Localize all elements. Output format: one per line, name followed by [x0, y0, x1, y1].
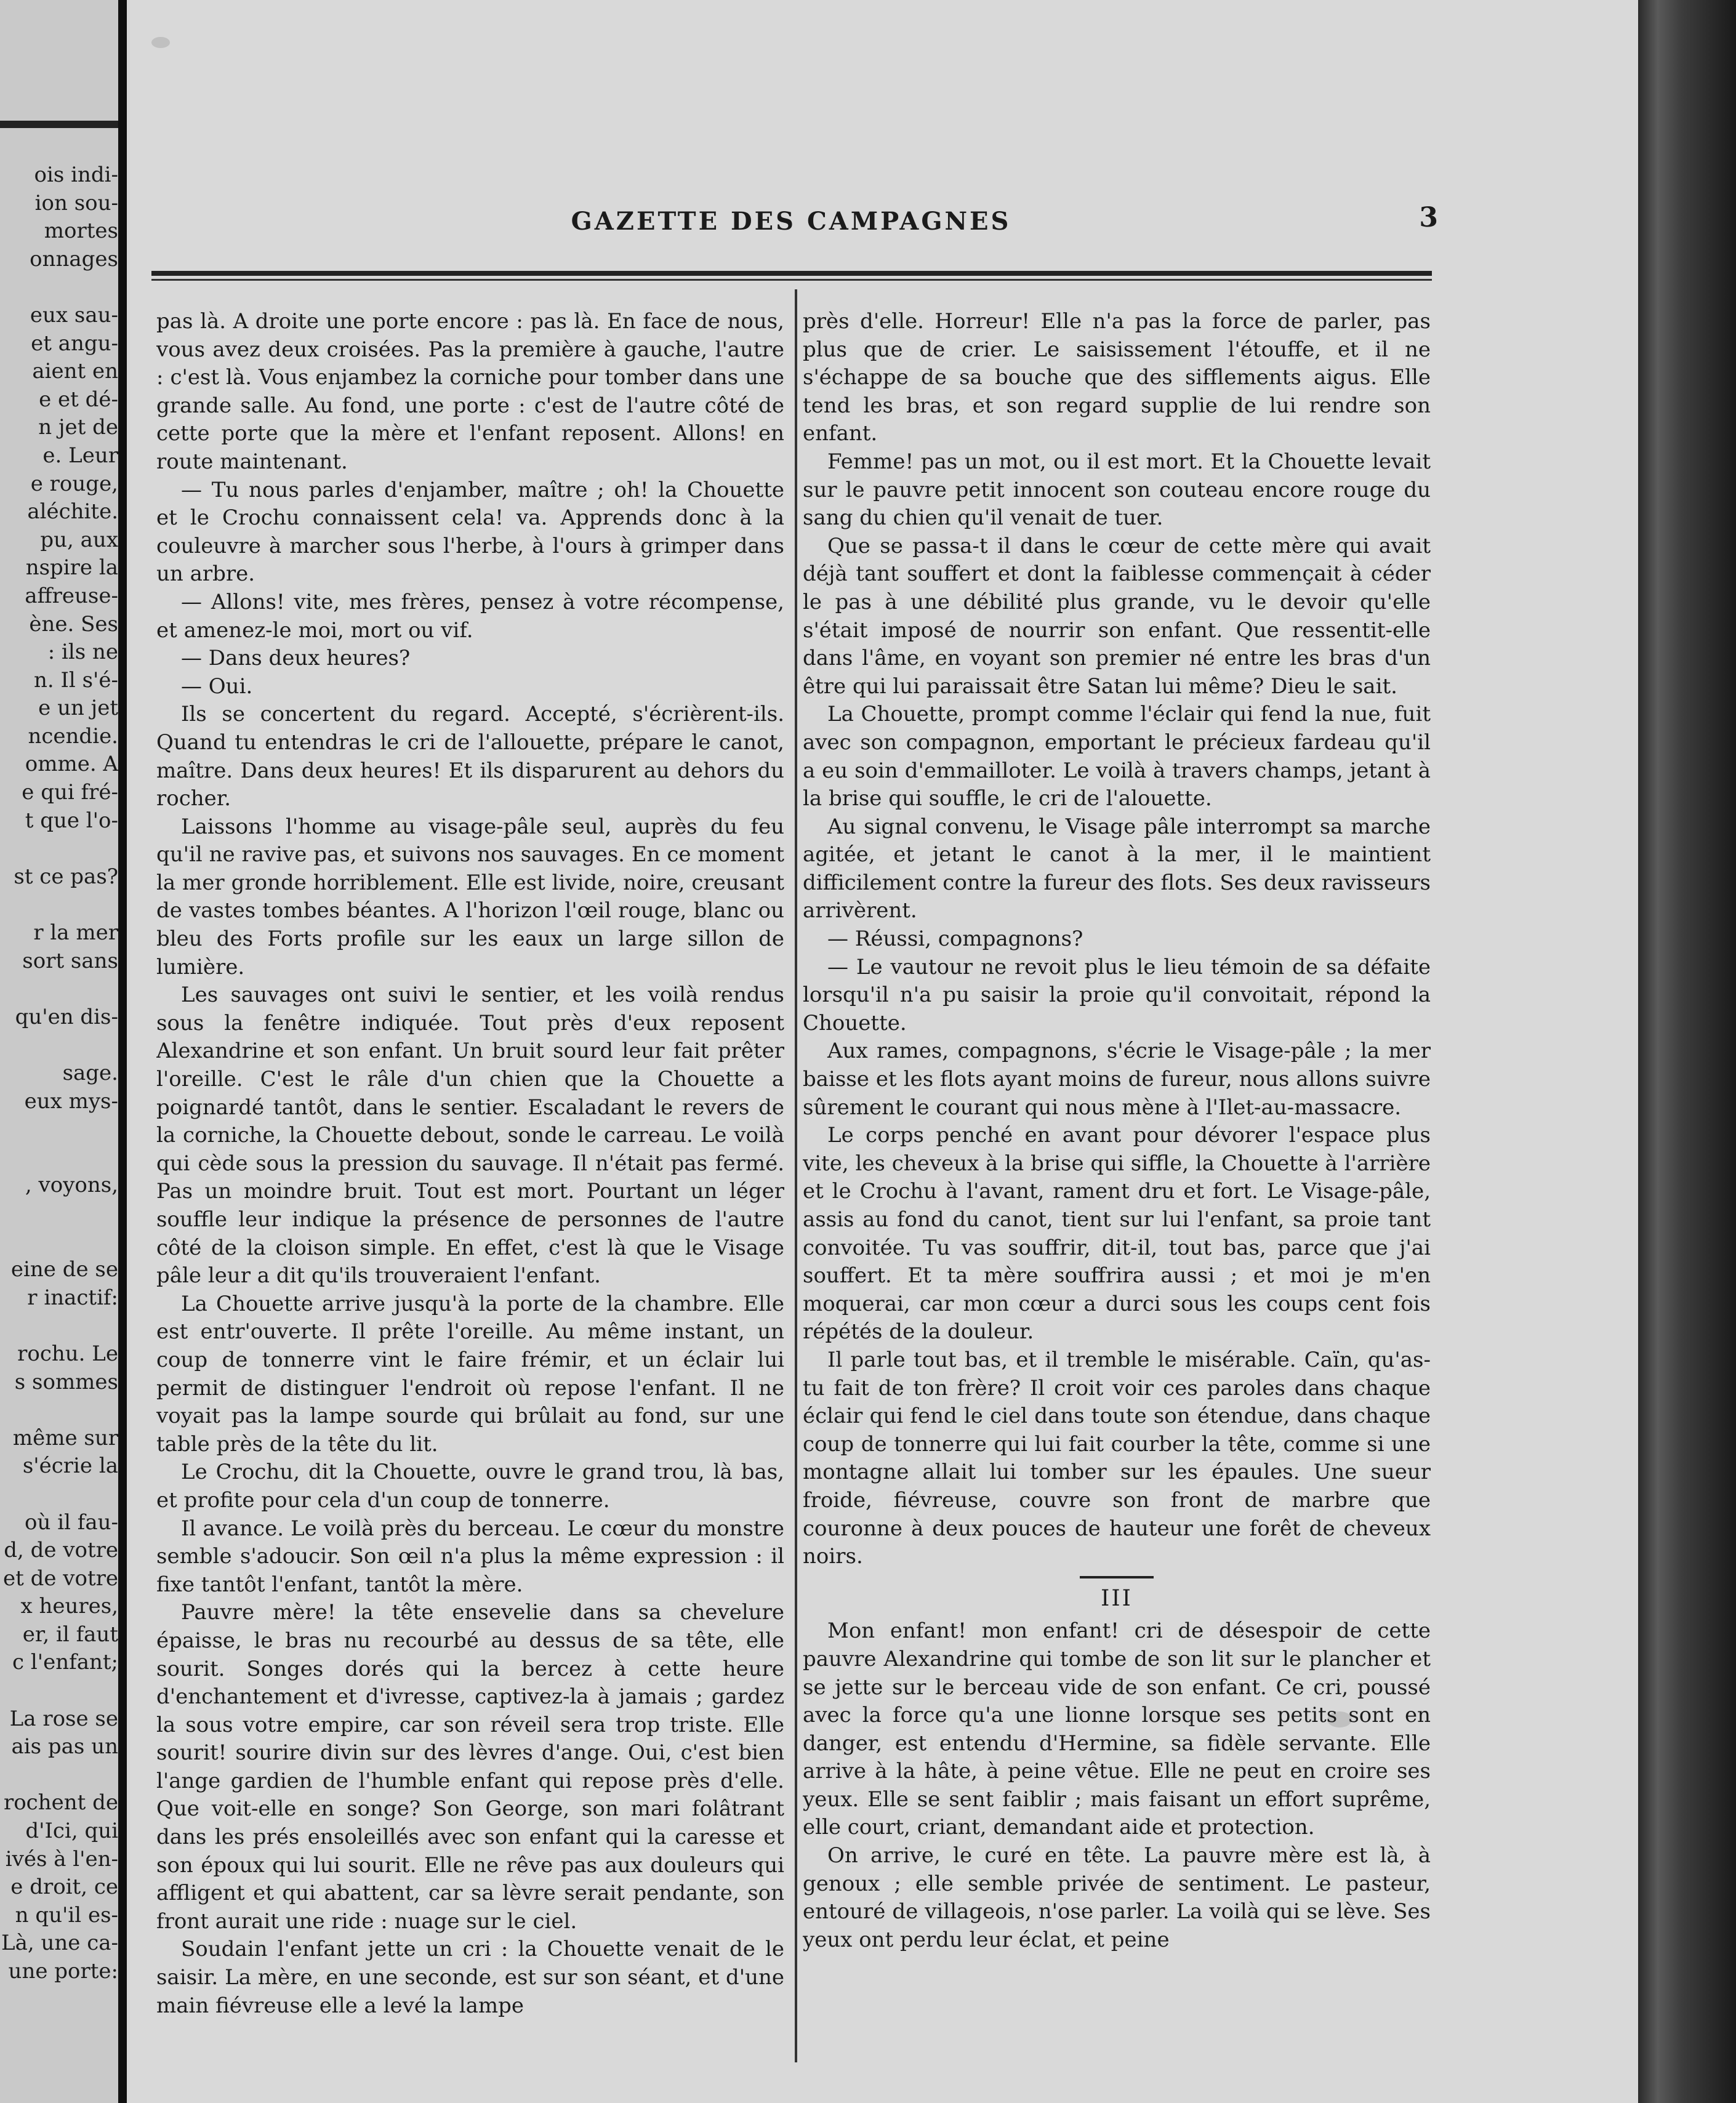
binding-gutter: [118, 0, 127, 2103]
previous-page-line: s sommes: [14, 1369, 118, 1394]
article-paragraph: pas là. A droite une porte encore : pas là. En face de nous, vous avez deux croisées. Pas la première à gauche, l'autre : c'est là. Vous enjambez la corniche pour tomber dans une grande salle. Au fond, une porte : c'est de l'autre côté de cette porte que la mère et l'enfant reposent. Allons! en route maintenant.: [156, 309, 784, 474]
article-paragraph: Il parle tout bas, et il tremble le misérable. Caïn, qu'as-tu fait de ton frère? Il croit voir ces paroles dans chaque éclair qui fend le ciel dans toute son étendue, dans chaque coup de tonnerre qui lui fait courber la tête, comme si une montagne allait lui tomber sur les épaules. Une sueur froide, fiévreuse, couvre son front de marbre que couronne à deux pouces de hauteur une forêt de cheveux noirs.: [803, 1347, 1431, 1569]
previous-page-line: : ils ne: [47, 640, 118, 665]
previous-page-line: [0, 975, 118, 1003]
previous-page-line: , voyons,: [25, 1173, 118, 1198]
previous-page-line: même sur: [12, 1425, 118, 1450]
previous-page-line: t que l'o-: [25, 808, 118, 833]
previous-page-line: [0, 1116, 118, 1144]
article-paragraph: La Chouette, prompt comme l'éclair qui fend la nue, fuit avec son compagnon, emportant le précieux fardeau qu'il a eu soin d'emmailloter. Le voilà à travers champs, jetant à la brise qui souffle, le cri de l'alouette.: [803, 702, 1431, 811]
previous-page-line: [0, 273, 118, 302]
previous-page-line: mortes: [44, 219, 118, 244]
previous-page-line: aient en: [32, 359, 118, 384]
previous-page-line: aléchite.: [27, 499, 118, 525]
previous-page-line: Là, une ca-: [1, 1931, 118, 1956]
article-paragraph: Que se passa-t il dans le cœur de cette mère qui avait déjà tant souffert et dont la faiblesse commençait à céder le pas à une débilité plus grande, vu le devoir qu'elle s'était imposé de nourrir son enfant. Que ressentit-elle dans l'âme, en voyant son premier né entre les bras d'un être qui lui paraissait être Satan lui même? Dieu le sait.: [803, 533, 1431, 699]
article-paragraph: — Allons! vite, mes frères, pensez à votre récompense, et amenez-le moi, mort ou vif.: [156, 589, 784, 643]
previous-page-line: d, de votre: [4, 1538, 118, 1563]
previous-page-line: [0, 1677, 118, 1705]
previous-page-line: e rouge,: [30, 471, 118, 496]
article-paragraph: — Dans deux heures?: [181, 646, 411, 671]
article-paragraph: Les sauvages ont suivi le sentier, et les voilà rendus sous la fenêtre indiquée. Tout près d'eux reposent Alexandrine et son enfant. Un bruit sourd leur fait prêter l'oreille. C'est le râle d'un chien que la Chouette a poignardé tantôt, dans le sentier. Escaladant le revers de la corniche, la Chouette debout, sonde le carreau. Le voilà qui cède sous la pression du sauvage. Il n'était pas fermé. Pas un moindre bruit. Tout est mort. Pourtant un léger souffle leur indique la présence de personnes de l'autre côté de la cloison simple. En effet, c'est là que le Visage pâle leur a dit qu'ils trouveraient l'enfant.: [156, 983, 784, 1289]
previous-page-line: où il fau-: [25, 1510, 118, 1535]
newspaper-page: [127, 0, 1638, 2103]
previous-page-line: n. Il s'é-: [33, 667, 118, 693]
header-rule: [151, 271, 1432, 276]
right-column: [803, 308, 1431, 2087]
article-paragraph: Laissons l'homme au visage-pâle seul, auprès du feu qu'il ne ravive pas, et suivons nos sauvages. En ce moment la mer gronde horriblement. Elle est livide, noire, creusant de vastes tombes béantes. A l'horizon l'œil rouge, blanc ou bleu des Forts profile sur les eaux un large sillon de lumière.: [156, 814, 784, 979]
previous-page-line: ois indi-: [34, 163, 118, 187]
previous-page-rule: [0, 121, 118, 128]
previous-page-line: s'écrie la: [22, 1454, 118, 1479]
article-paragraph: Aux rames, compagnons, s'écrie le Visage-pâle ; la mer baisse et les flots ayant moins de fureur, nous allons suivre sûrement le courant qui nous mène à l'Ilet-au-massacre.: [803, 1039, 1431, 1120]
previous-page-line: ion sou-: [34, 190, 118, 215]
paper-stain: [151, 37, 170, 48]
article-paragraph: Le Crochu, dit la Chouette, ouvre le grand trou, là bas, et profite pour cela d'un coup de tonnerre.: [156, 1460, 784, 1513]
left-column: [156, 308, 784, 2087]
article-paragraph: — Oui.: [181, 674, 253, 699]
previous-page-line: r la mer: [33, 920, 118, 946]
previous-page-line: [0, 1761, 118, 1790]
article-paragraph: — Réussi, compagnons?: [827, 927, 1083, 952]
previous-page-line: [0, 1144, 118, 1172]
previous-page-line: x heures,: [20, 1594, 118, 1619]
page-header: [154, 202, 1438, 239]
previous-page-line: rochu. Le: [17, 1341, 118, 1366]
right-column-part-2: [803, 1617, 1431, 1954]
previous-page-lines: [0, 161, 118, 1986]
column-divider: [795, 289, 797, 2062]
previous-page-line: qu'en dis-: [15, 1004, 118, 1029]
previous-page-line: ncendie.: [28, 723, 118, 749]
previous-page-line: ivés à l'en-: [5, 1846, 118, 1872]
previous-page-line: [0, 891, 118, 919]
previous-page-line: [0, 1396, 118, 1425]
previous-page-line: La rose se: [9, 1706, 118, 1731]
previous-page-line: st ce pas?: [14, 864, 118, 889]
page-number: 3: [1419, 202, 1438, 233]
section-rule: [1080, 1576, 1154, 1578]
previous-page-line: n jet de: [38, 415, 118, 440]
previous-page-line: n qu'il es-: [15, 1902, 118, 1928]
article-paragraph: Femme! pas un mot, ou il est mort. Et la Chouette levait sur le pauvre petit innocent son couteau encore rouge du sang du chien qu'il venait de tuer.: [803, 449, 1431, 531]
previous-page-line: [0, 1228, 118, 1257]
article-paragraph: Le corps penché en avant pour dévorer l'espace plus vite, les cheveux à la brise qui siffle, la Chouette à l'arrière et le Crochu à l'avant, rament dru et fort. Le Visage-pâle, assis au fond du canot, tient sur lui l'enfant, sa proie tant convoitée. Tu vas souffrir, dit-il, tout bas, parce que j'ai souffert. Et ta mère souffrira aussi ; et moi je m'en moquerai, car mon cœur a durci sous les coups cent fois répétés de la douleur.: [803, 1123, 1431, 1345]
right-column-part-1: [803, 308, 1431, 1571]
previous-page-line: ène. Ses: [29, 611, 118, 637]
previous-page-line: r inactif:: [27, 1285, 118, 1310]
article-paragraph: — Le vautour ne revoit plus le lieu témoin de sa défaite lorsqu'il n'a pu saisir la proie qu'il convoitait, répond la Chouette.: [803, 954, 1431, 1035]
previous-page-line: c l'enfant;: [12, 1650, 118, 1675]
previous-page-line: er, il faut: [22, 1622, 118, 1647]
previous-page-line: pu, aux: [40, 527, 118, 552]
article-paragraph: Mon enfant! mon enfant! cri de désespoir de cette pauvre Alexandrine qui tombe de son lit sur le plancher et se jette sur le berceau vide de son enfant. Ce cri, poussé avec la force qu'a une lionne lorsque ses petits sont en danger, est entendu d'Hermine, sa fidèle servante. Elle arrive à la hâte, à peine vêtue. Elle ne peut en croire ses yeux. Elle se sent faiblir ; mais faisant un effort suprême, elle court, criant, demandant aide et protection.: [803, 1618, 1431, 1840]
article-paragraph: près d'elle. Horreur! Elle n'a pas la force de parler, pas plus que de crier. Le saisissement l'étouffe, et il ne s'échappe de sa bouche que des sifflements aigus. Elle tend les bras, et son regard supplie de lui rendre son enfant.: [803, 309, 1431, 446]
previous-page-line: eine de se: [10, 1257, 118, 1282]
previous-page-line: affreuse-: [25, 583, 118, 608]
previous-page-line: [0, 1200, 118, 1228]
previous-page-line: et de votre: [3, 1566, 118, 1591]
previous-page-line: e et dé-: [39, 387, 118, 412]
article-paragraph: Il avance. Le voilà près du berceau. Le cœur du monstre semble s'adoucir. Son œil n'a plus la même expression : il fixe tantôt l'enfant, tantôt la mère.: [156, 1516, 784, 1597]
article-paragraph: Ils se concertent du regard. Accepté, s'écrièrent-ils. Quand tu entendras le cri de l'allouette, prépare le canot, maître. Dans deux heures! Et ils disparurent au dehors du rocher.: [156, 702, 784, 811]
previous-page-line: eux mys-: [24, 1088, 118, 1114]
previous-page-line: nspire la: [25, 555, 118, 581]
previous-page-line: rochent de: [3, 1790, 118, 1815]
article-paragraph: Au signal convenu, le Visage pâle interrompt sa marche agitée, et jetant le canot à la mer, il le maintient difficilement contre la fureur des flots. Ses deux ravisseurs arrivèrent.: [803, 814, 1431, 923]
previous-page-line: e un jet: [38, 696, 118, 721]
previous-page-line: ais pas un: [11, 1734, 118, 1759]
article-paragraph: — Tu nous parles d'enjamber, maître ; oh! la Chouette et le Crochu connaissent cela! va. Apprends donc à la couleuvre à marcher sous l'herbe, à l'ours à grimper dans un arbre.: [156, 477, 784, 587]
previous-page-line: [0, 1312, 118, 1340]
article-paragraph: La Chouette arrive jusqu'à la porte de la chambre. Elle est entr'ouverte. Il prête l'oreille. Au même instant, un coup de tonnerre vint le faire frémir, et un éclair lui permit de distinguer l'endroit où repose l'enfant. Il ne voyait pas la lampe sourde qui brûlait au fond, sur une table près de la tête du lit.: [156, 1291, 784, 1457]
previous-page-line: [0, 1481, 118, 1509]
previous-page-line: omme. A: [25, 752, 118, 777]
previous-page-line: une porte:: [8, 1959, 118, 1984]
newspaper-title: GAZETTE DES CAMPAGNES: [571, 207, 1011, 236]
article-paragraph: Pauvre mère! la tête ensevelie dans sa chevelure épaisse, le bras nu recourbé au dessus de sa tête, elle sourit. Songes dorés qui la bercez à cette heure d'enchantement et d'ivresse, captivez-la à jamais ; gardez la sous votre empire, car son réveil sera trop triste. Elle sourit! sourire divin sur des lèvres d'ange. Oui, c'est bien l'ange gardien de l'humble enfant qui repose près d'elle. Que voit-elle en songe? Son George, son mari folâtrant dans les prés ensoleillés avec son enfant qui la caresse et son époux qui lui sourit. Elle ne rêve pas aux douleurs qui affligent et qui abattent, car sa lèvre serait pendante, son front aurait une ride : nuage sur le ciel.: [156, 1600, 784, 1934]
previous-page-line: e. Leur: [42, 443, 118, 468]
previous-page-line: eux sau-: [30, 302, 118, 328]
previous-page-line: onnages: [30, 246, 118, 271]
previous-page-line: [0, 835, 118, 863]
previous-page-line: e qui fré-: [22, 780, 118, 805]
section-title: III: [1101, 1585, 1133, 1611]
previous-page-line: e droit, ce: [10, 1875, 118, 1900]
previous-page-line: [0, 1031, 118, 1060]
previous-page-line: sage.: [62, 1061, 118, 1085]
article-paragraph: Soudain l'enfant jette un cri : la Chouette venait de le saisir. La mère, en une seconde, est sur son séant, et d'une main fiévreuse elle a levé la lampe: [156, 1937, 784, 2018]
article-paragraph: On arrive, le curé en tête. La pauvre mère est là, à genoux ; elle semble privée de sentiment. Le pasteur, entouré de villageois, n'ose parler. La voilà qui se lève. Ses yeux ont perdu leur éclat, et peine: [803, 1843, 1431, 1952]
previous-page-line: et angu-: [31, 331, 118, 356]
book-page-edge: [1638, 0, 1736, 2103]
previous-page-fragment: [0, 0, 118, 2103]
previous-page-line: sort sans: [22, 948, 118, 973]
previous-page-line: d'Ici, qui: [25, 1819, 118, 1844]
